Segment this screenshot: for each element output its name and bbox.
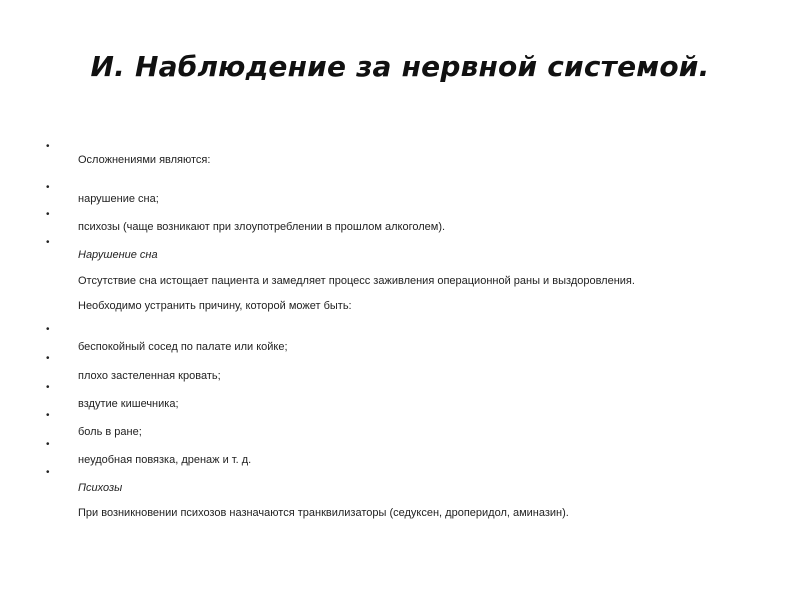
text-sleep-disorder-item: нарушение сна; xyxy=(78,193,159,205)
list-item-bloating: вздутие кишечника; xyxy=(78,398,179,410)
bullet-marker: • xyxy=(46,382,50,393)
list-item-wound-pain: боль в ране; xyxy=(78,426,142,438)
slide-title: И. Наблюдение за нервной системой. xyxy=(90,50,710,83)
bullet-marker: • xyxy=(46,324,50,335)
text-complications-intro: Осложнениями являются: xyxy=(78,154,211,166)
bullet-marker: • xyxy=(46,410,50,421)
subheading-psychoses: Психозы xyxy=(78,482,123,494)
list-item-bandage: неудобная повязка, дренаж и т. д. xyxy=(78,454,252,466)
bullet-marker: • xyxy=(46,182,50,193)
text-psychosis-item: психозы (чаще возникают при злоупотреблении в прошлом алкоголем). xyxy=(78,221,446,233)
bullet-marker: • xyxy=(46,439,50,450)
list-item-neighbor: беспокойный сосед по палате или койке; xyxy=(78,341,288,353)
list-item-bed: плохо застеленная кровать; xyxy=(78,370,221,382)
text-psychoses-treatment: При возникновении психозов назначаются транквилизаторы (седуксен, дроперидол, аминазин). xyxy=(78,507,569,519)
bullet-marker: • xyxy=(46,353,50,364)
subheading-sleep-disorder: Нарушение сна xyxy=(78,249,158,261)
text-sleep-paragraph: Отсутствие сна истощает пациента и замедляет процесс заживления операционной раны и выздоровления. xyxy=(78,275,635,287)
bullet-marker: • xyxy=(46,141,50,152)
text-cause-intro: Необходимо устранить причину, которой может быть: xyxy=(78,300,352,312)
bullet-marker: • xyxy=(46,237,50,248)
bullet-marker: • xyxy=(46,467,50,478)
bullet-marker: • xyxy=(46,209,50,220)
